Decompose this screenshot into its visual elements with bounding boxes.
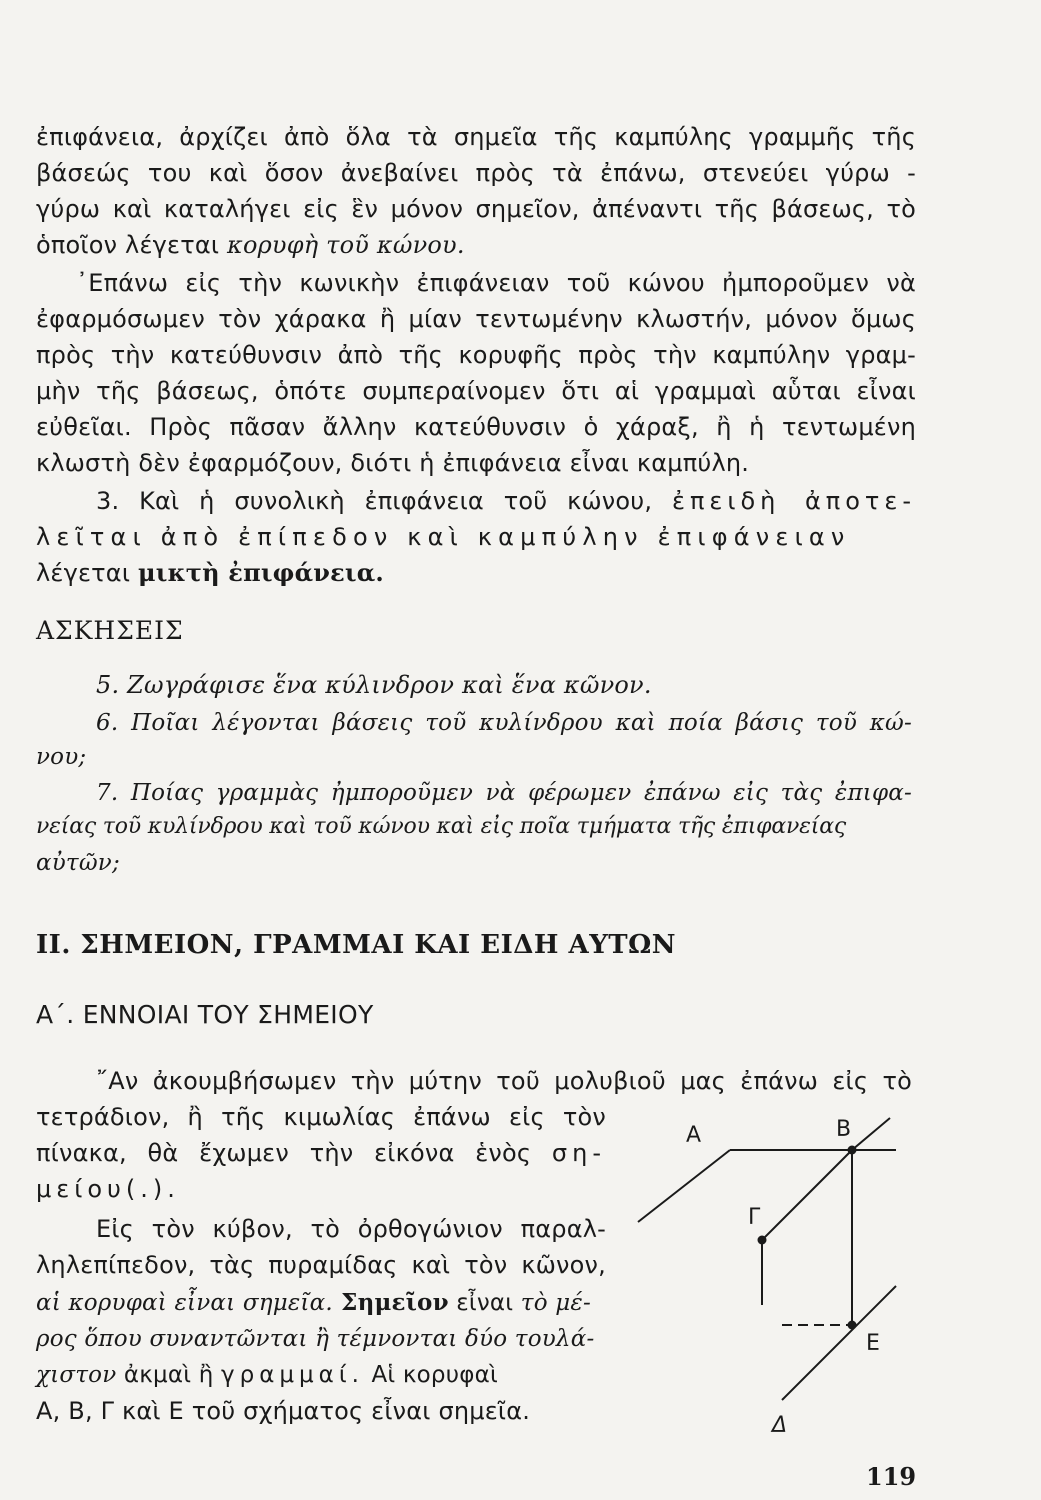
italic-term: κορυφὴ τοῦ κώνου. (227, 231, 465, 259)
label-a: Α (686, 1123, 702, 1148)
italic-text-line: ρος ὅπου συναντῶνται ἢ τέμνονται δύο τουλά- (36, 1326, 595, 1352)
italic-text: χιστον (36, 1362, 117, 1388)
bold-term: μικτὴ ἐπιφάνεια. (137, 558, 384, 587)
exercise-7-line: 7. Ποίας γραμμὰς ἠμποροῦμεν νὰ φέρωμεν ἐπάνω εἰς τὰς ἐπιφα- (96, 780, 912, 806)
text-line: ληλεπίπεδον, τὰς πυραμίδας καὶ τὸν κῶνον, (36, 1251, 606, 1279)
text-line: βάσεώς του καὶ ὅσον ἀνεβαίνει πρὸς τὰ ἐπάνω, στενεύει γύρω - (36, 159, 916, 187)
text-span: 3. Καὶ ἡ συνολικὴ ἐπιφάνεια τοῦ κώνου, (96, 487, 672, 515)
point-b (848, 1146, 857, 1155)
text-line: ἐφαρμόσωμεν τὸν χάρακα ἢ μίαν τεντωμένην κλωστήν, μόνον ὅμως (36, 305, 916, 333)
label-e: Ε (866, 1331, 880, 1356)
text-line (36, 1286, 606, 1320)
text-line: ᾿Επάνω εἰς τὴν κωνικὴν ἐπιφάνειαν τοῦ κώνου ἠμποροῦμεν νὰ (76, 269, 916, 297)
line-diagonal-g (762, 1150, 852, 1240)
page-number: 119 (866, 1462, 917, 1491)
text-line: γύρω καὶ καταλήγει εἰς ἓν μόνον σημεῖον, ἀπέναντι τῆς βάσεως, τὸ (36, 195, 916, 223)
text-line: κλωστὴ δὲν ἐφαρμόζουν, διότι ἡ ἐπιφάνεια εἶναι καμπύλη. (36, 449, 750, 477)
spaced-text: ση- (551, 1139, 606, 1167)
text-line: εὐθεῖαι. Πρὸς πᾶσαν ἄλλην κατεύθυνσιν ὁ χάραξ, ἢ ἡ τεντωμένη (36, 413, 916, 441)
line-b-ext (852, 1118, 890, 1150)
text-line (36, 1136, 606, 1170)
exercise-7-line: νείας τοῦ κυλίνδρου καὶ τοῦ κώνου καὶ εἰς ποῖα τμήματα τῆς ἐπιφανείας (36, 814, 846, 839)
spaced-text: γραμμαί. (221, 1362, 364, 1388)
label-g: Γ (748, 1205, 761, 1230)
exercises-heading: ΑΣΚΗΣΕΙΣ (36, 616, 184, 645)
text-line (36, 1358, 606, 1392)
text-line: τετράδιον, ἢ τῆς κιμωλίας ἐπάνω εἰς τὸν (36, 1103, 606, 1131)
text-line: Α, Β, Γ καὶ Ε τοῦ σχήματος εἶναι σημεῖα. (36, 1397, 531, 1425)
text-span: πίνακα, θὰ ἔχωμεν τὴν εἰκόνα ἑνὸς (36, 1139, 552, 1167)
text-line: Εἰς τὸν κύβον, τὸ ὀρθογώνιον παραλ- (96, 1215, 606, 1243)
spaced-text-line: λεῖται ἀπὸ ἐπίπεδον καὶ καμπύλην ἐπιφάνειαν (36, 523, 851, 551)
point-e (848, 1321, 857, 1330)
text-line: μὴν τῆς βάσεως, ὁπότε συμπεραίνομεν ὅτι αἱ γραμμαὶ αὗται εἶναι (36, 377, 916, 405)
exercise-6-line: νου; (36, 744, 87, 770)
text-span: εἶναι (448, 1290, 521, 1316)
text-line: πρὸς τὴν κατεύθυνσιν ἀπὸ τῆς κορυφῆς πρὸς τὴν καμπύλην γραμ- (36, 341, 916, 369)
bold-term: Σημεῖον (332, 1289, 449, 1316)
text-line (36, 228, 916, 262)
text-span: ἀκμαὶ ἢ (116, 1362, 222, 1388)
text-line (36, 556, 916, 590)
text-span: λέγεται (36, 559, 138, 587)
text-line: ἐπιφάνεια, ἀρχίζει ἀπὸ ὅλα τὰ σημεῖα τῆς καμπύλης γραμμῆς τῆς (36, 123, 916, 151)
text-span: Αἱ κορυφαὶ (363, 1362, 498, 1388)
text-line (96, 484, 916, 518)
text-span: ὁποῖον λέγεται (36, 231, 228, 259)
label-d: Δ (772, 1413, 788, 1438)
italic-text: τὸ μέ- (520, 1290, 591, 1316)
exercise-5: 5. Ζωγράφισε ἕνα κύλινδρον καὶ ἕνα κῶνον. (96, 671, 652, 699)
spaced-text: ἐπειδὴ ἀποτε- (671, 487, 917, 515)
exercise-6-line: 6. Ποῖαι λέγονται βάσεις τοῦ κυλίνδρου καὶ ποία βάσις τοῦ κώ- (96, 710, 912, 736)
spaced-text-line: μείου(.). (36, 1175, 180, 1203)
line-a (638, 1150, 730, 1222)
italic-text: αἱ κορυφαὶ εἶναι σημεῖα. (36, 1290, 333, 1316)
points-figure (620, 1110, 920, 1450)
section-title: II. ΣΗΜΕΙΟΝ, ΓΡΑΜΜΑΙ ΚΑΙ ΕΙΔΗ ΑΥΤΩΝ (36, 930, 677, 960)
label-b: Β (836, 1117, 852, 1142)
exercise-7-line: αὐτῶν; (36, 850, 120, 876)
section-subtitle: Α΄. ΕΝΝΟΙΑΙ ΤΟΥ ΣΗΜΕΙΟΥ (36, 1000, 374, 1029)
text-line: ῎Αν ἀκουμβήσωμεν τὴν μύτην τοῦ μολυβιοῦ μας ἐπάνω εἰς τὸ (96, 1067, 912, 1095)
point-g (758, 1236, 767, 1245)
